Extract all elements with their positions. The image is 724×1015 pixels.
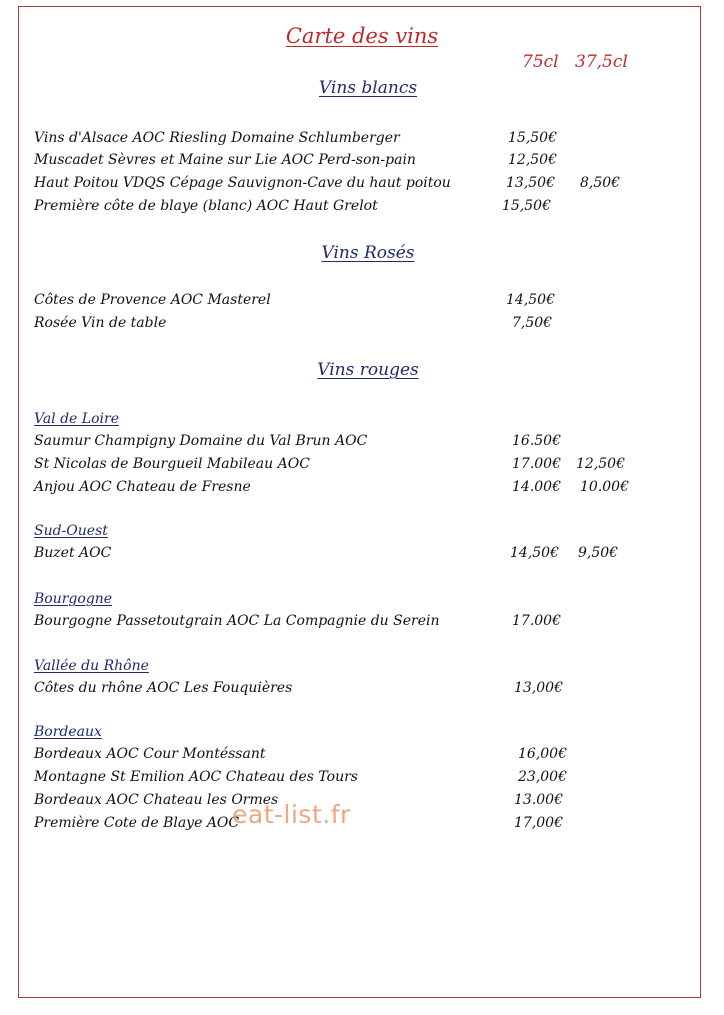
wine-name: Première Cote de Blaye AOC xyxy=(34,815,240,831)
wine-row xyxy=(34,792,674,812)
price-75cl: 15,50€ xyxy=(502,198,551,214)
price-75cl: 13.00€ xyxy=(514,792,563,808)
wine-name: Buzet AOC xyxy=(34,545,112,561)
wine-row xyxy=(34,769,674,789)
price-75cl: 17,00€ xyxy=(514,815,563,831)
region-label-bourgogne: Bourgogne xyxy=(34,591,113,607)
price-75cl: 17.00€ xyxy=(512,613,561,629)
wine-row xyxy=(34,479,674,499)
wine-row xyxy=(34,613,674,633)
region-label-bordeaux: Bordeaux xyxy=(34,724,102,740)
price-75cl: 13,50€ xyxy=(506,175,555,191)
price-75cl: 14.00€ xyxy=(512,479,561,495)
wine-name: St Nicolas de Bourgueil Mabileau AOC xyxy=(34,456,310,472)
section-title-blancs: Vins blancs xyxy=(318,78,418,98)
price-75cl: 16.50€ xyxy=(512,433,561,449)
wine-row xyxy=(34,315,674,335)
menu-title: Carte des vins xyxy=(285,24,439,48)
wine-name: Côtes du rhône AOC Les Fouquières xyxy=(34,680,293,696)
watermark-text: eat-list.fr xyxy=(232,800,351,829)
wine-row xyxy=(34,746,674,766)
wine-name: Saumur Champigny Domaine du Val Brun AOC xyxy=(34,433,368,449)
wine-row xyxy=(34,456,674,476)
wine-name: Rosée Vin de table xyxy=(34,315,167,331)
wine-row xyxy=(34,680,674,700)
wine-row xyxy=(34,175,674,195)
wine-row xyxy=(34,292,674,312)
price-75cl: 14,50€ xyxy=(510,545,559,561)
wine-row xyxy=(34,152,674,172)
price-37cl: 10.00€ xyxy=(580,479,629,495)
wine-name: Bourgogne Passetoutgrain AOC La Compagnie du Serein xyxy=(34,613,440,629)
wine-name: Bordeaux AOC Chateau les Ormes xyxy=(34,792,279,808)
size-header-75cl: 75cl xyxy=(522,52,559,72)
wine-name: Haut Poitou VDQS Cépage Sauvignon-Cave du haut poitou xyxy=(34,175,451,191)
region-label-rhone: Vallée du Rhône xyxy=(34,658,149,674)
wine-row xyxy=(34,815,674,835)
wine-row xyxy=(34,545,674,565)
wine-name: Première côte de blaye (blanc) AOC Haut Grelot xyxy=(34,198,378,214)
region-label-sud-ouest: Sud-Ouest xyxy=(34,523,108,539)
price-75cl: 13,00€ xyxy=(514,680,563,696)
region-label-loire: Val de Loire xyxy=(34,411,119,427)
price-75cl: 17.00€ xyxy=(512,456,561,472)
wine-name: Côtes de Provence AOC Masterel xyxy=(34,292,271,308)
wine-row xyxy=(34,130,674,150)
price-75cl: 16,00€ xyxy=(518,746,567,762)
price-75cl: 23,00€ xyxy=(518,769,567,785)
price-75cl: 14,50€ xyxy=(506,292,555,308)
section-title-rouges: Vins rouges xyxy=(317,360,419,380)
price-37cl: 8,50€ xyxy=(580,175,621,191)
wine-row xyxy=(34,198,674,218)
price-37cl: 12,50€ xyxy=(576,456,625,472)
wine-name: Montagne St Emilion AOC Chateau des Tours xyxy=(34,769,358,785)
wine-name: Bordeaux AOC Cour Montéssant xyxy=(34,746,266,762)
price-75cl: 15,50€ xyxy=(508,130,557,146)
size-header-37cl: 37,5cl xyxy=(575,52,628,72)
price-37cl: 9,50€ xyxy=(578,545,619,561)
wine-name: Anjou AOC Chateau de Fresne xyxy=(34,479,251,495)
wine-name: Vins d'Alsace AOC Riesling Domaine Schlumberger xyxy=(34,130,400,146)
section-title-roses: Vins Rosés xyxy=(321,243,415,263)
wine-name: Muscadet Sèvres et Maine sur Lie AOC Perd-son-pain xyxy=(34,152,416,168)
price-75cl: 12,50€ xyxy=(508,152,557,168)
wine-row xyxy=(34,433,674,453)
price-75cl: 7,50€ xyxy=(512,315,553,331)
